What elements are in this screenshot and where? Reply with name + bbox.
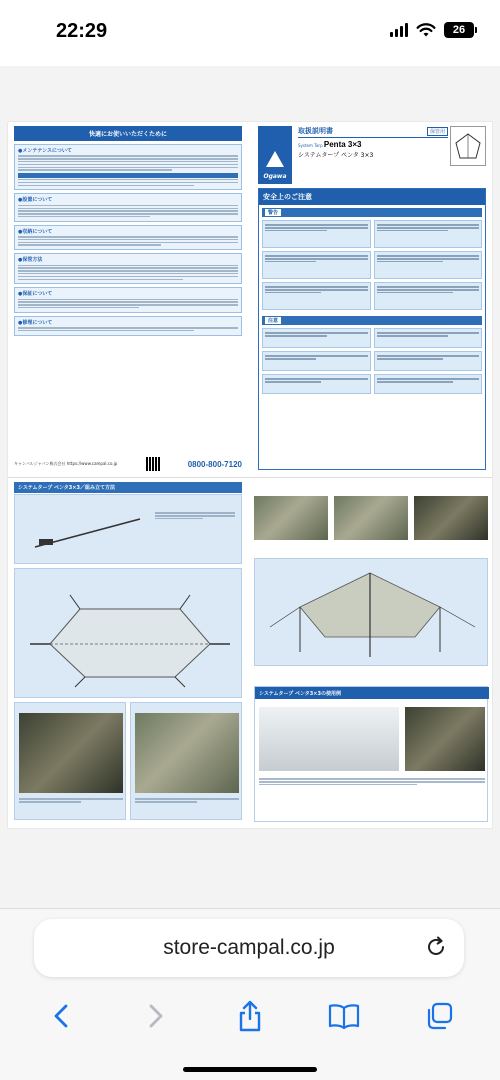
safety-column	[252, 122, 492, 477]
caution-grid	[259, 325, 485, 397]
status-time: 22:29	[56, 20, 108, 42]
tarp-diagram-icon	[450, 126, 486, 166]
section-maintenance: ●メンテナンスについて	[14, 144, 242, 190]
back-button[interactable]	[41, 996, 81, 1036]
address-bar[interactable]	[34, 919, 464, 977]
product-name-en: Penta 3×3	[323, 140, 362, 149]
safety-precautions	[258, 188, 486, 470]
status-bar	[0, 0, 500, 66]
product-name-jp: システムタープ ペンタ 3×3	[298, 152, 374, 159]
section-repair: ●修理について	[14, 316, 242, 336]
section-setup: ●設置について	[14, 193, 242, 221]
system-label: System Tarp	[298, 143, 323, 148]
step-photo-3	[19, 713, 123, 793]
tarp-layout-diagram	[25, 589, 235, 689]
step-panel-3	[14, 702, 126, 820]
share-button[interactable]	[230, 996, 270, 1036]
url-text[interactable]: store-campal.co.jp	[163, 936, 335, 959]
tent-photo-2	[405, 707, 485, 771]
warning-bar: 警告	[262, 208, 482, 217]
layout-diagram-panel	[14, 568, 242, 698]
step-photo-4	[135, 713, 239, 793]
completed-tarp-panel	[254, 558, 488, 666]
assembly-column	[8, 478, 248, 828]
reload-icon[interactable]	[424, 935, 448, 959]
system-tarp-title: システムタープ ペンタ3×3の使用例	[255, 687, 489, 699]
signal-icon	[390, 23, 408, 37]
step-panel-4	[130, 702, 242, 820]
qr-code-icon	[146, 457, 160, 471]
section-keeping: ●保管方法	[14, 253, 242, 284]
tabs-button[interactable]	[419, 996, 459, 1036]
forward-button[interactable]	[136, 996, 176, 1036]
battery-icon: 26	[444, 22, 474, 38]
section-warranty: ●保証について	[14, 287, 242, 313]
assembly-title: システムタープ ペンタ3×3／組み立て方法	[14, 482, 242, 493]
manual-title: 取扱説明書	[298, 127, 333, 135]
tabs-icon	[425, 1002, 453, 1030]
manual-page-1	[8, 122, 492, 477]
caution-bar: 注意	[262, 316, 482, 325]
company-site: キャンパルジャパン株式会社 https://www.campal.co.jp	[14, 461, 118, 466]
home-indicator	[183, 1067, 317, 1072]
section-storage: ●収納について	[14, 225, 242, 251]
safety-title: 安全上のご注意	[263, 193, 312, 201]
photo-step-5	[254, 496, 328, 540]
bookmarks-button[interactable]	[324, 996, 364, 1036]
document-viewport[interactable]	[0, 66, 500, 908]
back-icon	[51, 1003, 71, 1029]
photo-step-7	[414, 496, 488, 540]
manual-title-block	[298, 126, 448, 159]
manual-page-2	[8, 478, 492, 828]
nav-toolbar	[0, 991, 500, 1041]
photo-step-6	[334, 496, 408, 540]
left-heading: 快適にお使いいただくために	[14, 126, 242, 141]
maintenance-column	[8, 122, 248, 477]
tent-photo-1	[259, 707, 399, 771]
tree-logo-icon	[266, 151, 284, 167]
parts-panel	[14, 494, 242, 564]
keep-badge: 保管用	[427, 127, 448, 136]
browser-toolbar	[0, 908, 500, 1080]
setup-column	[254, 478, 492, 828]
company-footer	[14, 457, 242, 471]
phone-number: 0800-800-7120	[187, 459, 242, 469]
share-icon	[237, 1000, 263, 1032]
pole-diagram-icon	[25, 513, 145, 553]
bookmarks-icon	[328, 1003, 360, 1029]
wifi-icon	[416, 23, 436, 38]
forward-icon	[146, 1003, 166, 1029]
warning-grid	[259, 217, 485, 313]
ogawa-logo: Ogawa	[258, 126, 292, 184]
status-icons	[390, 22, 474, 38]
completed-tarp-illustration	[265, 567, 479, 663]
system-tarp-panel	[254, 686, 488, 822]
